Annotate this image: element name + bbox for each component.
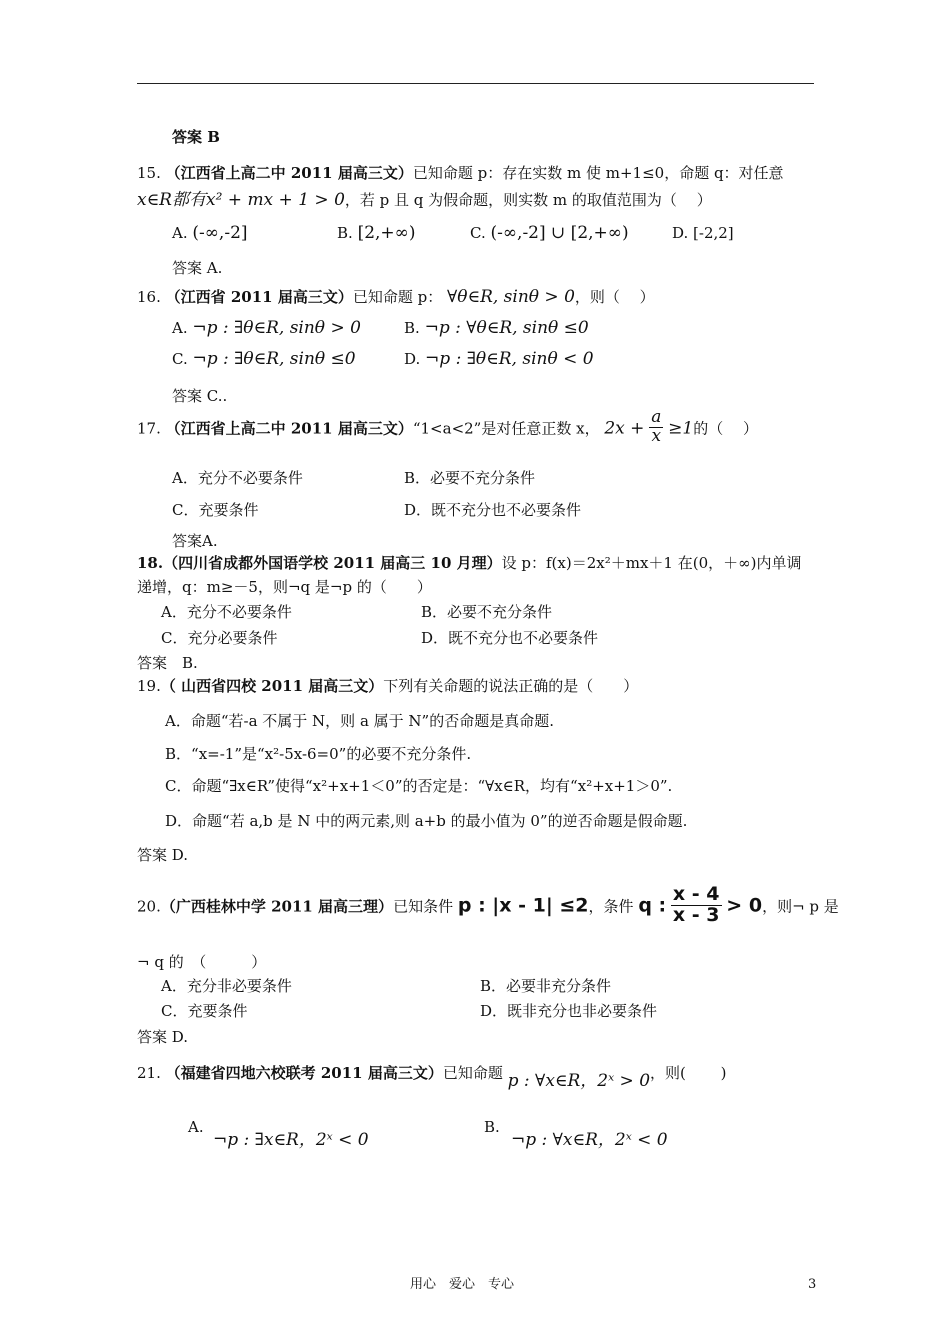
q15-option-c-label: C. — [470, 224, 486, 242]
q21-option-a-math: ¬p : ∃x∈R，2ˣ < 0 — [213, 1130, 369, 1150]
q15-number: 15. — [137, 164, 161, 182]
q17-frac-den: x — [651, 425, 662, 446]
q20-line1 — [137, 883, 839, 928]
q19-source: （ 山西省四校 2011 届高三文） — [160, 677, 384, 695]
q16-answer: 答案 C.. — [172, 387, 228, 405]
q19-option-d: D．命题“若 a,b 是 N 中的两元素,则 a+b 的最小值为 0”的逆否命题是假命题. — [165, 812, 688, 830]
q21-option-a-label: A. — [188, 1118, 204, 1136]
q21-option-b-label: B. — [484, 1118, 500, 1136]
q18-option-c: C．充分必要条件 — [161, 629, 278, 647]
q20-option-c: C．充要条件 — [161, 1002, 248, 1020]
q21-text1: 已知命题 — [442, 1064, 503, 1082]
q18-source: （四川省成都外国语学校 2011 届高三 10 月理） — [163, 554, 502, 572]
q17-number: 17. — [137, 419, 161, 438]
q20-option-a: A．充分非必要条件 — [161, 977, 292, 995]
q16-option-b-math: ¬p : ∀θ∈R, sinθ ≤0 — [424, 318, 589, 338]
q17-option-d: D．既不充分也不必要条件 — [404, 501, 582, 519]
q20-number: 20. — [137, 897, 161, 916]
q16-option-a — [172, 318, 361, 338]
q16-source: （江西省 2011 届高三文） — [165, 288, 353, 306]
q15-line2 — [137, 190, 712, 210]
q15-option-c — [470, 223, 629, 243]
q20-frac-num: x - 4 — [672, 883, 720, 905]
q20-text2: ，条件 — [588, 897, 634, 916]
q20-frac-den: x - 3 — [672, 903, 720, 926]
q21-math: p : ∀x∈R，2ˣ > 0 — [507, 1071, 651, 1091]
header-rule — [137, 83, 814, 84]
q17-line1 — [137, 407, 758, 448]
q20-cond-q-right: > 0 — [726, 894, 763, 917]
q19-option-a: A．命题“若-a 不属于 N，则 a 属于 N”的否命题是真命题. — [165, 712, 554, 730]
q18-number: 18. — [137, 554, 164, 572]
q17-fraction — [649, 409, 663, 446]
q16-option-d-math: ¬p : ∃θ∈R, sinθ < 0 — [425, 349, 594, 369]
q15-option-b — [337, 223, 415, 243]
q17-math-left: 2x + — [604, 418, 645, 439]
q18-line2: 递增，q：m≥－5，则¬q 是¬p 的（ ） — [137, 578, 432, 596]
q20-cond-q-label: q : — [638, 894, 667, 917]
q20-answer: 答案 D. — [137, 1028, 189, 1046]
q15-text2: ，若 p 且 q 为假命题，则实数 m 的取值范围为（ ） — [344, 191, 712, 209]
q15-text1: 已知命题 p：存在实数 m 使 m+1≤0，命题 q：对任意 — [412, 164, 784, 182]
q17-option-b: B．必要不充分条件 — [404, 469, 536, 487]
q18-line1 — [137, 554, 801, 572]
q15-option-c-math: (-∞,-2] ∪ [2,+∞) — [490, 223, 629, 243]
footer-motto: 用心 爱心 专心 — [410, 1277, 515, 1292]
q16-line1 — [137, 287, 655, 307]
q20-fraction — [671, 885, 722, 926]
q18-text1: 设 p：f(x)＝2x²＋mx＋1 在(0，＋∞)内单调 — [501, 554, 802, 572]
q15-math-expr: x² + mx + 1 > 0 — [205, 190, 345, 210]
q17-answer: 答案A. — [172, 532, 218, 550]
q20-source: （广西桂林中学 2011 届高三理） — [160, 897, 394, 916]
q16-option-c-math: ¬p : ∃θ∈R, sinθ ≤0 — [192, 349, 356, 369]
q19-option-c: C．命题“∃x∈R”使得“x²+x+1＜0”的否定是：“∀x∈R，均有“x²+x+1＞0”. — [165, 777, 673, 795]
q17-option-c: C．充要条件 — [172, 501, 259, 519]
q16-option-d — [404, 349, 594, 369]
q17-text2: 的（ ） — [693, 419, 758, 438]
q16-text2: ，则（ ） — [574, 288, 655, 306]
q21-source: （福建省四地六校联考 2011 届高三文） — [165, 1064, 443, 1082]
q18-option-b: B．必要不充分条件 — [421, 603, 553, 621]
q15-line1 — [137, 164, 784, 182]
q19-number: 19. — [137, 677, 161, 695]
q15-option-b-label: B. — [337, 224, 353, 242]
q21-line1 — [137, 1063, 727, 1091]
q20-option-b: B．必要非充分条件 — [480, 977, 612, 995]
q14-answer: 答案 B — [172, 128, 220, 146]
q19-text: 下列有关命题的说法正确的是（ ） — [383, 677, 639, 695]
q16-option-a-label: A. — [172, 319, 188, 337]
q21-option-b-math: ¬p : ∀x∈R，2ˣ < 0 — [511, 1130, 668, 1150]
q19-option-b: B．“x=-1”是“x²-5x-6=0”的必要不充分条件. — [165, 745, 472, 763]
q16-option-c-label: C. — [172, 350, 188, 368]
q17-source: （江西省上高二中 2011 届高三文） — [165, 419, 413, 438]
q18-answer: 答案 B. — [137, 654, 198, 672]
q16-text1: 已知命题 p： — [352, 288, 443, 306]
q15-option-a — [172, 223, 248, 243]
q15-math-prefix: x∈R都有 — [137, 190, 206, 210]
q15-option-a-math: (-∞,-2] — [192, 223, 248, 243]
q15-option-b-math: [2,+∞) — [357, 223, 416, 243]
q16-option-b — [404, 318, 589, 338]
q16-option-d-label: D. — [404, 350, 421, 368]
q15-option-d: D. [-2,2] — [672, 224, 734, 242]
q19-line1 — [137, 677, 638, 695]
q16-option-c — [172, 349, 356, 369]
q16-math: ∀θ∈R, sinθ > 0 — [447, 287, 575, 307]
q19-answer: 答案 D. — [137, 846, 189, 864]
q17-text1: “1<a<2”是对任意正数 x， — [412, 419, 600, 438]
q20-text3: ，则¬ p 是 — [762, 897, 839, 916]
q20-text1: 已知条件 — [393, 897, 454, 916]
q20-cond-p: p : |x - 1| ≤2 — [457, 894, 589, 917]
q17-option-a: A．充分不必要条件 — [172, 469, 303, 487]
q16-number: 16. — [137, 288, 161, 306]
q18-option-d: D．既不充分也不必要条件 — [421, 629, 599, 647]
q20-line2: ¬ q 的 （ ） — [137, 953, 267, 971]
q21-text2: ，则( ) — [650, 1064, 727, 1082]
q20-option-d: D．既非充分也非必要条件 — [480, 1002, 658, 1020]
q17-frac-num: a — [651, 407, 662, 427]
q21-number: 21. — [137, 1064, 161, 1082]
page-number: 3 — [808, 1277, 817, 1292]
q15-option-a-label: A. — [172, 224, 188, 242]
q16-option-a-math: ¬p : ∃θ∈R, sinθ > 0 — [192, 318, 361, 338]
q18-option-a: A．充分不必要条件 — [161, 603, 292, 621]
q15-source: （江西省上高二中 2011 届高三文） — [165, 164, 413, 182]
q15-answer: 答案 A. — [172, 259, 223, 277]
q16-option-b-label: B. — [404, 319, 420, 337]
q17-math-right: ≥1 — [668, 418, 694, 439]
